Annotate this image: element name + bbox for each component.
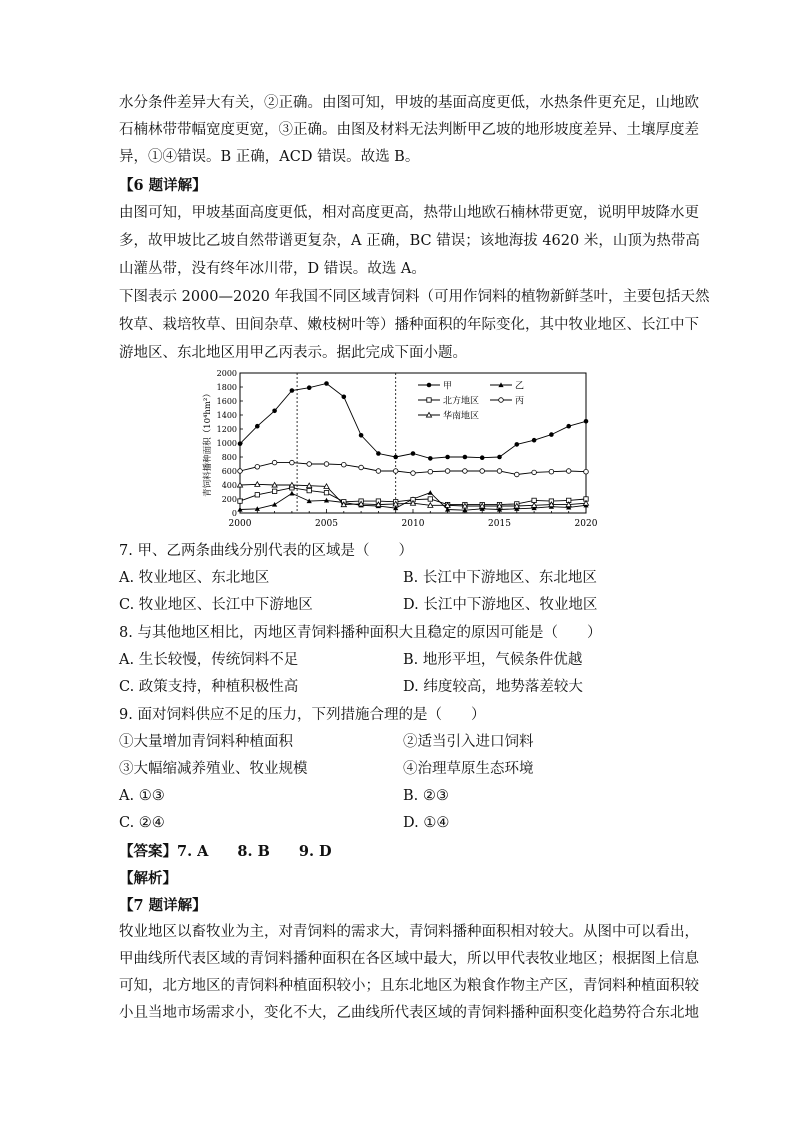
- data-point: [393, 455, 398, 460]
- data-point: [272, 502, 277, 507]
- data-point: [359, 465, 364, 470]
- q6-line-2: 多，故甲坡比乙坡自然带谱更复杂，A 正确，BC 错误；该地海拔 4620 米，山顶为热带高: [119, 233, 700, 249]
- legend-label: 甲: [443, 381, 453, 392]
- x-tick-label: 2020: [574, 519, 598, 529]
- data-point: [532, 438, 537, 443]
- data-point: [272, 409, 277, 414]
- x-tick-label: 2010: [401, 519, 425, 529]
- data-point: [497, 469, 502, 474]
- legend-label: 丙: [515, 396, 525, 407]
- data-point: [411, 471, 416, 476]
- series-line: [240, 384, 586, 459]
- x-tick-label: 2015: [488, 519, 511, 529]
- data-point: [393, 469, 398, 474]
- data-point: [445, 455, 450, 460]
- q8-option-c: C. 政策支持，种植积极性高: [119, 679, 299, 695]
- data-point: [272, 460, 277, 465]
- data-point: [428, 456, 433, 461]
- stem-line-3: 游地区、东北地区用甲乙丙表示。据此完成下面小题。: [119, 345, 467, 361]
- data-point: [342, 462, 347, 467]
- legend-label: 乙: [515, 381, 525, 392]
- y-tick-label: 1400: [216, 411, 237, 420]
- data-point: [289, 491, 294, 496]
- y-tick-label: 800: [221, 453, 237, 462]
- data-point: [427, 383, 432, 388]
- series-3: [238, 460, 589, 477]
- stem-line-2: 牧草、栽培牧草、田间杂草、嫩枝树叶等）播种面积的年际变化，其中牧业地区、长江中下: [119, 317, 699, 333]
- data-point: [549, 432, 554, 437]
- data-point: [324, 381, 329, 386]
- q9-statement-2: ②适当引入进口饲料: [403, 734, 534, 750]
- data-point: [497, 455, 502, 460]
- data-point: [307, 385, 312, 390]
- y-tick-label: 400: [221, 481, 237, 490]
- data-point: [255, 493, 259, 497]
- data-point: [463, 455, 468, 460]
- intro-line-1: 水分条件差异大有关，②正确。由图可知，甲坡的基面高度更低，水热条件更充足，山地欧: [119, 95, 699, 111]
- data-point: [480, 469, 485, 474]
- series-0: [238, 381, 589, 461]
- data-point: [427, 398, 431, 402]
- q9-option-d: D. ①④: [403, 815, 450, 831]
- q7-heading: 【7 题详解】: [119, 897, 207, 914]
- line-chart: [200, 365, 610, 535]
- q6-heading: 【6 题详解】: [119, 177, 207, 194]
- q6-line-3: 山灌丛带，没有终年冰川带，D 错误。故选 A。: [119, 261, 426, 277]
- data-point: [584, 469, 589, 474]
- data-point: [359, 433, 364, 438]
- y-tick-label: 1800: [216, 383, 237, 392]
- answer-line: 【答案】7. A 8. B 9. D: [119, 843, 332, 860]
- data-point: [445, 469, 450, 474]
- data-point: [238, 499, 242, 503]
- data-point: [566, 424, 571, 429]
- data-point: [342, 395, 347, 400]
- data-point: [324, 491, 328, 495]
- data-point: [238, 469, 243, 474]
- q9-option-a: A. ①③: [119, 788, 165, 804]
- data-point: [480, 455, 485, 460]
- q7-explain-line-3: 可知，北方地区的青饲料种植面积较小；且东北地区为粮食作物主产区，青饲料种植面积较: [119, 978, 699, 994]
- data-point: [515, 472, 520, 477]
- q6-line-1: 由图可知，甲坡基面高度更低，相对高度更高，热带山地欧石楠林带更宽，说明甲坡降水更: [119, 205, 699, 221]
- q8-stem: 8. 与其他地区相比，丙地区青饲料播种面积大且稳定的原因可能是（ ）: [119, 625, 602, 641]
- q8-option-d: D. 纬度较高，地势落差较大: [403, 679, 583, 695]
- q9-option-c: C. ②④: [119, 815, 165, 831]
- data-point: [272, 489, 276, 493]
- data-point: [376, 451, 381, 456]
- x-tick-label: 2005: [315, 519, 338, 529]
- y-tick-label: 0: [231, 509, 237, 518]
- y-tick-label: 1200: [216, 425, 237, 434]
- data-point: [549, 469, 554, 474]
- q7-explain-line-4: 小且当地市场需求小，变化不大，乙曲线所代表区域的青饲料播种面积变化趋势符合东北地: [119, 1005, 699, 1021]
- q7-stem: 7. 甲、乙两条曲线分别代表的区域是（ ）: [119, 543, 413, 559]
- data-point: [566, 469, 571, 474]
- data-point: [376, 469, 381, 474]
- data-point: [584, 419, 589, 424]
- y-tick-label: 1000: [216, 439, 237, 448]
- data-point: [428, 490, 433, 495]
- intro-line-3: 异，①④错误。B 正确，ACD 错误。故选 B。: [119, 149, 420, 165]
- legend-label: 华南地区: [443, 411, 480, 422]
- data-point: [463, 469, 468, 474]
- q7-option-a: A. 牧业地区、东北地区: [119, 570, 270, 586]
- analysis-heading: 【解析】: [119, 870, 177, 887]
- y-axis-label: 青饲料播种面积（10⁴hm²）: [203, 389, 213, 497]
- data-point: [290, 388, 295, 393]
- y-tick-label: 1600: [216, 397, 237, 406]
- data-point: [290, 460, 295, 465]
- intro-line-2: 石楠林带带幅宽度更宽，③正确。由图及材料无法判断甲乙坡的地形坡度差异、土壤厚度差: [119, 122, 699, 138]
- legend: [418, 381, 524, 422]
- q9-statement-1: ①大量增加青饲料种植面积: [119, 734, 293, 750]
- data-point: [532, 470, 537, 475]
- data-point: [255, 424, 260, 429]
- q8-option-b: B. 地形平坦，气候条件优越: [403, 652, 583, 668]
- y-tick-label: 600: [221, 467, 237, 476]
- data-point: [515, 442, 520, 447]
- q8-option-a: A. 生长较慢，传统饲料不足: [119, 652, 299, 668]
- legend-label: 北方地区: [443, 396, 480, 407]
- q7-explain-line-2: 甲曲线所代表区域的青饲料播种面积在各区域中最大，所以甲代表牧业地区；根据图上信息: [119, 951, 699, 967]
- x-tick-label: 2000: [228, 519, 252, 529]
- q9-option-b: B. ②③: [403, 788, 449, 804]
- data-point: [307, 462, 312, 467]
- data-point: [411, 451, 416, 456]
- q7-option-b: B. 长江中下游地区、东北地区: [403, 570, 597, 586]
- data-point: [499, 398, 504, 403]
- q7-explain-line-1: 牧业地区以畜牧业为主，对青饲料的需求大，青饲料播种面积相对较大。从图中可以看出，: [119, 924, 699, 940]
- stem-line-1: 下图表示 2000—2020 年我国不同区域青饲料（可用作饲料的植物新鲜茎叶，主要包括天然: [119, 289, 710, 305]
- q7-option-d: D. 长江中下游地区、牧业地区: [403, 597, 598, 613]
- q9-statement-3: ③大幅缩减养殖业、牧业规模: [119, 761, 308, 777]
- data-point: [428, 469, 433, 474]
- data-point: [238, 441, 243, 446]
- data-point: [428, 497, 432, 501]
- data-point: [307, 488, 311, 492]
- data-point: [255, 465, 260, 470]
- q9-statement-4: ④治理草原生态环境: [403, 761, 534, 777]
- q7-option-c: C. 牧业地区、长江中下游地区: [119, 597, 313, 613]
- data-point: [324, 462, 329, 467]
- q9-stem: 9. 面对饲料供应不足的压力，下列措施合理的是（ ）: [119, 707, 486, 723]
- y-tick-label: 200: [221, 495, 237, 504]
- y-tick-label: 2000: [216, 369, 237, 378]
